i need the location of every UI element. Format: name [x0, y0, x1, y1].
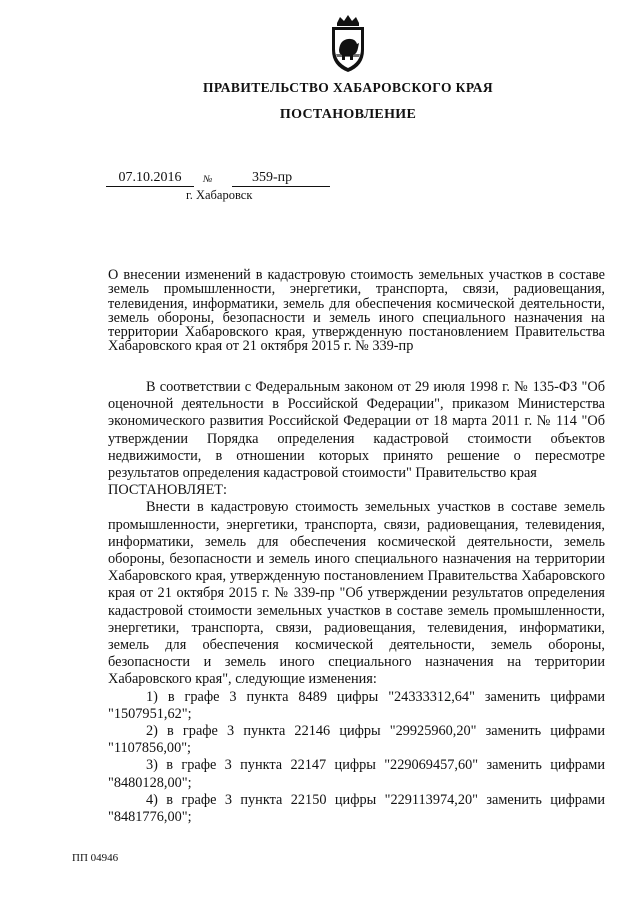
document-subject: О внесении изменений в кадастровую стоимость земельных участков в составе земель промышленности, энергетики, транспорта, связи, радиовещания, телевидения, информатики, земель для обеспечения космической деятельности, земель обороны, безопасности и земель иного специального назначения на территории Хабаровского края, утвержденную постановлением Правительства Хабаровского края от 21 октября 2015 г. № 339-пр [108, 267, 605, 355]
number-sign: № [203, 174, 213, 185]
list-item: 3) в графе 3 пункта 22147 цифры "229069457,60" заменить цифрами "8480128,00"; [108, 757, 605, 791]
document-date: 07.10.2016 [106, 170, 194, 187]
issuing-city: г. Хабаровск [186, 188, 253, 202]
document-type: ПОСТАНОВЛЕНИЕ [279, 107, 417, 122]
preamble-paragraph: В соответствии с Федеральным законом от 29 июля 1998 г. № 135-ФЗ "Об оценочной деятельности в Российской Федерации", приказом Министерства экономического развития Российской Федерации от 18 марта 2011 г. № 114 "Об утверждении Порядка определения кадастровой стоимости объектов недвижимости, в отношении которых принято решение о пересмотре результатов определения кадастровой стоимости" Правительство края [108, 379, 605, 482]
document-code: ПП 04946 [72, 852, 119, 864]
document-body [108, 379, 605, 826]
list-item: 4) в графе 3 пункта 22150 цифры "229113974,20" заменить цифрами "8481776,00"; [108, 791, 605, 826]
resolution-word: ПОСТАНОВЛЯЕТ: [108, 482, 228, 499]
issuing-authority: ПРАВИТЕЛЬСТВО ХАБАРОВСКОГО КРАЯ [202, 80, 494, 95]
coat-of-arms-icon [328, 14, 368, 74]
list-item: 2) в графе 3 пункта 22146 цифры "29925960,20" заменить цифрами "1107856,00"; [108, 723, 605, 757]
document-number: 359-пр [232, 170, 330, 187]
list-item: 1) в графе 3 пункта 8489 цифры "24333312,64" заменить цифрами "1507951,62"; [108, 688, 605, 722]
main-paragraph: Внести в кадастровую стоимость земельных участков в составе земель промышленности, энергетики, транспорта, связи, радиовещания, телевидения, информатики, земель для обеспечения космической деятельности, земель обороны, безопасности и земель иного специального назначения на территории Хабаровского края, утвержденную постановлением Правительства Хабаровского края от 21 октября 2015 г. № 339-пр "Об утверждении результатов определения кадастровой стоимости земельных участков в составе земель промышленности, энергетики, транспорта, связи, радиовещания, телевидения, информатики, земель для обеспечения космической деятельности, земель обороны, безопасности и земель иного специального назначения на территории Хабаровского края", следующие изменения: [108, 499, 605, 688]
